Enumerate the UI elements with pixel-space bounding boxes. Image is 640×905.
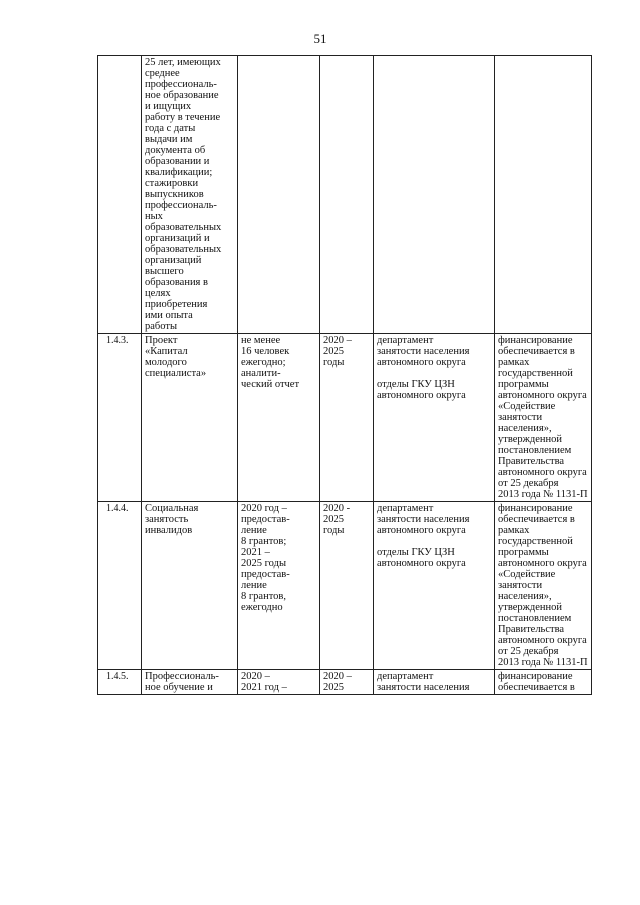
- text-line: автономного округа: [377, 357, 466, 368]
- text-line: профессиональ-: [145, 79, 217, 90]
- period-cell: [320, 56, 374, 334]
- item-number: 1.4.5.: [98, 670, 142, 695]
- text-line: автономного округа: [498, 390, 587, 401]
- text-line: постановлением: [498, 445, 572, 456]
- table-row: [98, 334, 592, 502]
- plan-table: [97, 55, 592, 695]
- text-line: «Содействие: [498, 569, 556, 580]
- text-line: работы: [145, 321, 178, 332]
- text-line: программы: [498, 379, 549, 390]
- text-line: и ищущих: [145, 101, 192, 112]
- text-line: 8 грантов;: [241, 536, 287, 547]
- text-line: от 25 декабря: [498, 646, 559, 657]
- text-line: образовательных: [145, 244, 222, 255]
- text-line: от 25 декабря: [498, 478, 559, 489]
- text-line: отделы ГКУ ЦЗН: [377, 547, 455, 558]
- text-line: организаций и: [145, 233, 210, 244]
- text-line: «Содействие: [498, 401, 556, 412]
- text-line: предостав-: [241, 569, 290, 580]
- text-line: ных: [145, 211, 163, 222]
- text-line: автономного округа: [377, 390, 466, 401]
- text-line: рамках: [498, 525, 530, 536]
- text-line: рамках: [498, 357, 530, 368]
- text-line: специалиста»: [145, 368, 207, 379]
- text-line: департамент: [377, 671, 434, 682]
- text-line: образования в: [145, 277, 208, 288]
- text-line: приобретения: [145, 299, 208, 310]
- period-cell: [320, 334, 374, 502]
- activity-name-cell: [142, 502, 238, 670]
- text-line: образовательных: [145, 222, 222, 233]
- spacer: [377, 536, 491, 547]
- text-line: населения»,: [498, 423, 552, 434]
- text-line: обеспечивается в: [498, 682, 575, 693]
- text-line: государственной: [498, 368, 573, 379]
- text-line: выдачи им: [145, 134, 193, 145]
- item-number: [98, 56, 142, 334]
- text-line: 2025 годы: [241, 558, 287, 569]
- text-line: автономного округа: [498, 558, 587, 569]
- text-line: финансирование: [498, 671, 573, 682]
- text-line: автономного округа: [377, 558, 466, 569]
- text-line: занятости: [498, 412, 543, 423]
- text-line: 2013 года № 1131-П: [498, 657, 588, 668]
- text-line: предостав-: [241, 514, 290, 525]
- text-line: ное образование: [145, 90, 219, 101]
- text-line: молодого: [145, 357, 187, 368]
- table-row: [98, 502, 592, 670]
- financing-cell: [495, 334, 592, 502]
- text-line: работу в течение: [145, 112, 221, 123]
- text-line: «Капитал: [145, 346, 188, 357]
- text-line: среднее: [145, 68, 180, 79]
- executors-cell: [374, 502, 495, 670]
- text-line: обеспечивается в: [498, 346, 575, 357]
- text-line: 2020 год –: [241, 503, 287, 514]
- text-line: программы: [498, 547, 549, 558]
- text-line: департамент: [377, 503, 434, 514]
- text-line: организаций: [145, 255, 202, 266]
- text-line: стажировки: [145, 178, 199, 189]
- text-line: утвержденной: [498, 434, 563, 445]
- spacer: [377, 368, 491, 379]
- text-line: 2021 –: [241, 547, 270, 558]
- indicator-cell: [238, 56, 320, 334]
- text-line: 2013 года № 1131-П: [498, 489, 588, 500]
- text-line: 2025: [323, 514, 344, 525]
- activity-name-cell: [142, 334, 238, 502]
- text-line: Профессиональ-: [145, 671, 219, 682]
- text-line: занятости населения: [377, 682, 470, 693]
- executors-cell: [374, 670, 495, 695]
- text-line: Социальная: [145, 503, 199, 514]
- text-line: занятости: [498, 580, 543, 591]
- text-line: 2020 -: [323, 503, 351, 514]
- item-number: 1.4.4.: [98, 502, 142, 670]
- text-line: утвержденной: [498, 602, 563, 613]
- text-line: 2020 –: [241, 671, 270, 682]
- indicator-cell: [238, 670, 320, 695]
- text-line: ческий отчет: [241, 379, 300, 390]
- text-line: квалификации;: [145, 167, 213, 178]
- table-row: [98, 56, 592, 334]
- financing-cell: [495, 670, 592, 695]
- text-line: финансирование: [498, 503, 573, 514]
- text-line: государственной: [498, 536, 573, 547]
- table-row: [98, 670, 592, 695]
- text-line: инвалидов: [145, 525, 193, 536]
- activity-name-cell: [142, 670, 238, 695]
- financing-cell: [495, 502, 592, 670]
- text-line: финансирование: [498, 335, 573, 346]
- page-number: 51: [313, 31, 327, 46]
- text-line: не менее: [241, 335, 281, 346]
- item-number: 1.4.3.: [98, 334, 142, 502]
- text-line: ежегодно: [241, 602, 283, 613]
- financing-cell: [495, 56, 592, 334]
- text-line: 8 грантов,: [241, 591, 286, 602]
- text-line: 2025: [323, 346, 344, 357]
- text-line: Правительства: [498, 624, 565, 635]
- text-line: 16 человек: [241, 346, 290, 357]
- text-line: Правительства: [498, 456, 565, 467]
- text-line: населения»,: [498, 591, 552, 602]
- text-line: Проект: [145, 335, 178, 346]
- period-cell: [320, 502, 374, 670]
- executors-cell: [374, 334, 495, 502]
- text-line: отделы ГКУ ЦЗН: [377, 379, 455, 390]
- text-line: годы: [323, 525, 345, 536]
- text-line: образовании и: [145, 156, 210, 167]
- text-line: ление: [241, 525, 267, 536]
- text-line: автономного округа: [498, 467, 587, 478]
- text-line: ежегодно;: [241, 357, 286, 368]
- text-line: годы: [323, 357, 345, 368]
- text-line: аналити-: [241, 368, 281, 379]
- text-line: документа об: [145, 145, 206, 156]
- text-line: 2020 –: [323, 335, 352, 346]
- text-line: 2021 год –: [241, 682, 287, 693]
- indicator-cell: [238, 502, 320, 670]
- indicator-cell: [238, 334, 320, 502]
- text-line: целях: [145, 288, 171, 299]
- period-cell: [320, 670, 374, 695]
- text-line: постановлением: [498, 613, 572, 624]
- text-line: занятости населения: [377, 346, 470, 357]
- executors-cell: [374, 56, 495, 334]
- text-line: ление: [241, 580, 267, 591]
- text-line: высшего: [145, 266, 184, 277]
- text-line: выпускников: [145, 189, 204, 200]
- text-line: ное обучение и: [145, 682, 213, 693]
- text-line: обеспечивается в: [498, 514, 575, 525]
- text-line: департамент: [377, 335, 434, 346]
- text-line: 2025: [323, 682, 344, 693]
- text-line: профессиональ-: [145, 200, 217, 211]
- activity-name-cell: [142, 56, 238, 334]
- text-line: занятости населения: [377, 514, 470, 525]
- text-line: автономного округа: [498, 635, 587, 646]
- text-line: ими опыта: [145, 310, 193, 321]
- text-line: 2020 –: [323, 671, 352, 682]
- text-line: автономного округа: [377, 525, 466, 536]
- text-line: занятость: [145, 514, 189, 525]
- text-line: 25 лет, имеющих: [145, 57, 221, 68]
- text-line: года с даты: [145, 123, 196, 134]
